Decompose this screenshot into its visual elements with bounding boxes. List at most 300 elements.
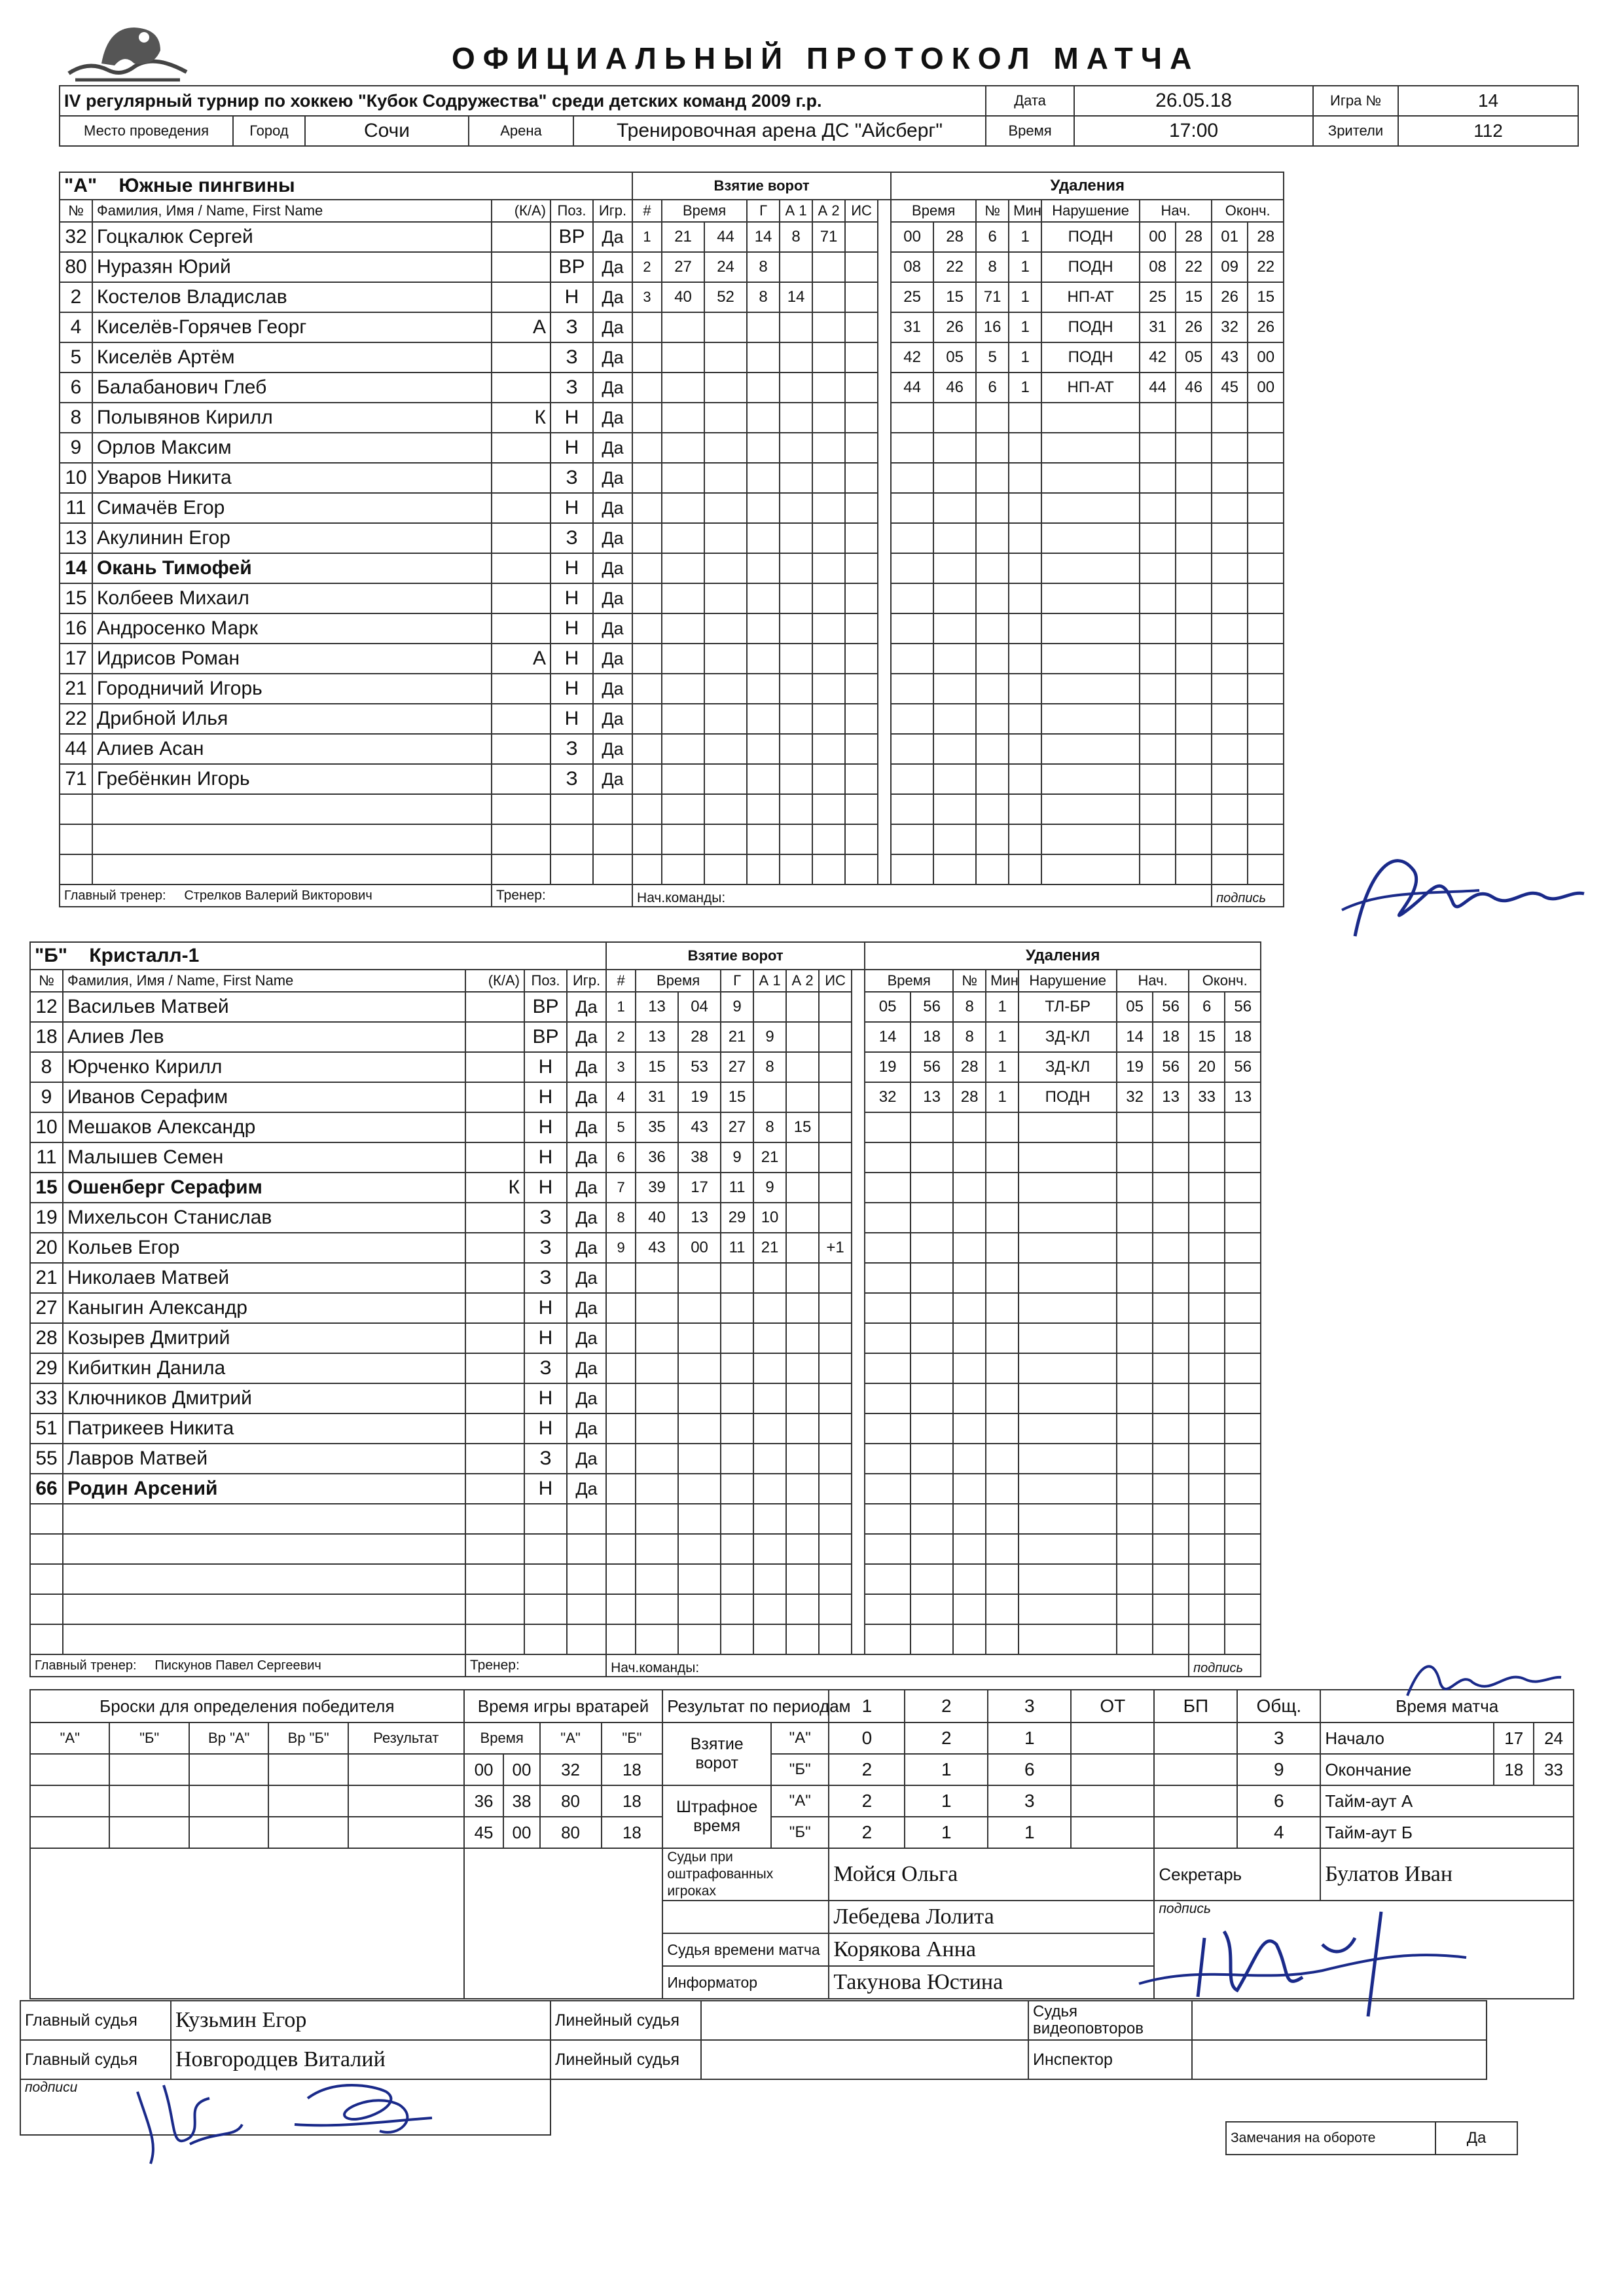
- penalty-end-min: [1189, 1263, 1225, 1293]
- goal-situation: [845, 523, 878, 553]
- penalty-end-min: [1212, 463, 1248, 493]
- penalty-player: [953, 1173, 986, 1203]
- goal-assist-1: [780, 433, 812, 463]
- goal-second: [678, 1594, 721, 1624]
- team-a-signature-label: подпись: [1212, 884, 1284, 907]
- penalty-end-min: [1189, 1474, 1225, 1504]
- penalty-minute: [865, 1474, 911, 1504]
- goal-assist-2: [786, 1323, 819, 1353]
- penalty-player: [976, 523, 1009, 553]
- goal-number: [632, 644, 662, 674]
- penalty-type: [1041, 764, 1140, 794]
- player-name: [63, 1504, 465, 1534]
- pim-a-bp: [1154, 1785, 1237, 1817]
- penalty-second: [933, 644, 976, 674]
- player-name: Орлов Максим: [92, 433, 492, 463]
- penalty-start-sec: 05: [1176, 342, 1212, 373]
- goal-assist-1: [753, 1353, 786, 1383]
- goal-situation: [845, 312, 878, 342]
- player-position: [550, 854, 593, 884]
- penalty-minute: 42: [891, 342, 933, 373]
- tournament-title: IV регулярный турнир по хоккею "Кубок Содружества" среди детских команд 2009 г.р.: [60, 86, 986, 116]
- goal-assist-2: [786, 1564, 819, 1594]
- penalty-start-min: [1140, 854, 1176, 884]
- player-number: 9: [60, 433, 92, 463]
- penalty-second: [933, 403, 976, 433]
- player-position: [524, 1564, 567, 1594]
- goal-minute: 36: [636, 1142, 678, 1173]
- goal-scorer: [747, 553, 780, 583]
- goal-situation: [819, 1444, 852, 1474]
- pim-b-ot: [1071, 1817, 1154, 1848]
- table-row: [60, 794, 1284, 824]
- player-played: [567, 1564, 606, 1594]
- penalty-end-min: 09: [1212, 252, 1248, 282]
- goal-situation: [819, 1112, 852, 1142]
- team-a-col-pen-start: Нач.: [1140, 200, 1212, 222]
- goal-situation: [819, 1474, 852, 1504]
- goals-a-bp: [1154, 1722, 1237, 1754]
- team-a-coach-label: Тренер:: [492, 884, 632, 907]
- player-captain-mark: [465, 1474, 524, 1504]
- table-row: [30, 1142, 1261, 1173]
- table-row: [30, 992, 1261, 1022]
- penalty-end-sec: 28: [1248, 222, 1284, 252]
- goal-assist-1: 9: [753, 1022, 786, 1052]
- penalty-start-sec: 28: [1176, 222, 1212, 252]
- penalty-end-min: [1212, 403, 1248, 433]
- table-row: [60, 553, 1284, 583]
- goal-assist-2: [786, 1263, 819, 1293]
- player-played: Да: [567, 1142, 606, 1173]
- player-name: [92, 824, 492, 854]
- goal-number: [632, 824, 662, 854]
- goal-scorer: [747, 342, 780, 373]
- player-captain-mark: [465, 1444, 524, 1474]
- player-played: Да: [593, 523, 632, 553]
- penalty-type: [1019, 1624, 1117, 1654]
- team-b-col-goal-num: #: [606, 970, 636, 992]
- penalty-end-sec: [1248, 704, 1284, 734]
- table-row: [30, 1052, 1261, 1082]
- penalty-end-min: [1212, 644, 1248, 674]
- player-captain-mark: [492, 583, 550, 613]
- player-number: 10: [60, 463, 92, 493]
- penalty-end-min: 20: [1189, 1052, 1225, 1082]
- player-number: [30, 1504, 63, 1534]
- goal-second: [678, 1564, 721, 1594]
- player-number: [30, 1534, 63, 1564]
- penalty-length: 1: [1009, 373, 1041, 403]
- penalty-type: [1041, 644, 1140, 674]
- penalty-end-sec: [1225, 1624, 1261, 1654]
- goalie-row-3-min: 45: [464, 1817, 504, 1848]
- penalty-start-sec: [1153, 1263, 1189, 1293]
- goal-assist-1: [753, 1564, 786, 1594]
- player-position: З: [550, 312, 593, 342]
- penalty-minute: [891, 493, 933, 523]
- goal-assist-2: [786, 1022, 819, 1052]
- player-position: [524, 1534, 567, 1564]
- player-name: Городничий Игорь: [92, 674, 492, 704]
- player-position: ВР: [550, 222, 593, 252]
- player-number: 33: [30, 1383, 63, 1413]
- goal-minute: [662, 403, 704, 433]
- penalty-minute: 44: [891, 373, 933, 403]
- penalty-start-min: 08: [1140, 252, 1176, 282]
- penalty-start-sec: [1176, 583, 1212, 613]
- penalty-start-min: [1140, 764, 1176, 794]
- player-position: Н: [524, 1173, 567, 1203]
- linesman-label-1: Линейный судья: [550, 2001, 701, 2040]
- goal-assist-2: [812, 433, 845, 463]
- player-position: Н: [524, 1413, 567, 1444]
- player-name: Кибиткин Данила: [63, 1353, 465, 1383]
- penalty-start-sec: [1176, 674, 1212, 704]
- goal-assist-1: 9: [753, 1173, 786, 1203]
- goal-situation: [819, 1594, 852, 1624]
- team-b-col-pen-min: Мин: [986, 970, 1019, 992]
- pim-a-p2: 1: [905, 1785, 988, 1817]
- team-a-col-pen-end: Оконч.: [1212, 200, 1284, 222]
- team-a-roster-table: [59, 172, 1284, 907]
- goalie-col-a: "А": [540, 1722, 602, 1754]
- player-played: Да: [567, 1233, 606, 1263]
- penalty-second: [933, 674, 976, 704]
- goal-situation: [819, 1413, 852, 1444]
- goal-second: [704, 824, 747, 854]
- player-played: Да: [567, 1293, 606, 1323]
- goal-second: 00: [678, 1233, 721, 1263]
- goal-minute: [662, 674, 704, 704]
- penalty-start-sec: [1153, 1474, 1189, 1504]
- goal-assist-2: [812, 824, 845, 854]
- goal-scorer: [721, 1564, 753, 1594]
- penalty-end-sec: [1225, 1383, 1261, 1413]
- penalty-player: 28: [953, 1052, 986, 1082]
- secretary-name: Булатов Иван: [1320, 1848, 1574, 1901]
- goal-assist-1: [780, 583, 812, 613]
- penalty-start-sec: [1176, 433, 1212, 463]
- penalty-start-sec: [1176, 704, 1212, 734]
- penalty-minute: [891, 433, 933, 463]
- player-number: 18: [30, 1022, 63, 1052]
- period-2-header: 2: [905, 1690, 988, 1722]
- penalty-second: [933, 794, 976, 824]
- penalty-type: [1041, 493, 1140, 523]
- player-played: Да: [567, 1444, 606, 1474]
- goal-minute: [662, 342, 704, 373]
- penalty-end-min: 15: [1189, 1022, 1225, 1052]
- player-played: Да: [593, 613, 632, 644]
- penalty-player: [976, 553, 1009, 583]
- player-captain-mark: [465, 1233, 524, 1263]
- player-captain-mark: [465, 1323, 524, 1353]
- penalty-start-sec: [1153, 1413, 1189, 1444]
- penalty-type: [1041, 794, 1140, 824]
- goalie-row-1-sec: 00: [503, 1754, 539, 1785]
- goal-minute: [662, 613, 704, 644]
- penalty-player: [953, 1323, 986, 1353]
- goal-second: [678, 1353, 721, 1383]
- penalty-type: ЗД-КЛ: [1019, 1052, 1117, 1082]
- player-played: Да: [593, 553, 632, 583]
- penalty-start-min: 44: [1140, 373, 1176, 403]
- table-row: [60, 312, 1284, 342]
- penalty-end-sec: [1225, 1564, 1261, 1594]
- player-position: Н: [550, 433, 593, 463]
- table-row: [60, 764, 1284, 794]
- penalty-second: 28: [933, 222, 976, 252]
- player-position: З: [550, 342, 593, 373]
- goal-minute: 21: [662, 222, 704, 252]
- goal-minute: [662, 373, 704, 403]
- penalty-length: [1009, 613, 1041, 644]
- player-captain-mark: А: [492, 644, 550, 674]
- team-b-col-ka: (К/А): [465, 970, 524, 992]
- goal-number: 2: [606, 1022, 636, 1052]
- goal-scorer: 8: [747, 282, 780, 312]
- goal-assist-1: [780, 312, 812, 342]
- goal-number: [632, 373, 662, 403]
- penalty-end-sec: [1225, 1444, 1261, 1474]
- penalty-minute: [865, 1564, 911, 1594]
- player-number: 51: [30, 1413, 63, 1444]
- goal-second: 43: [678, 1112, 721, 1142]
- penalty-minute: [865, 1142, 911, 1173]
- player-name: Идрисов Роман: [92, 644, 492, 674]
- team-b-col-pen-end: Оконч.: [1189, 970, 1261, 992]
- goal-scorer: [747, 824, 780, 854]
- player-name: Иванов Серафим: [63, 1082, 465, 1112]
- penalty-end-min: 26: [1212, 282, 1248, 312]
- penalty-minute: [865, 1413, 911, 1444]
- team-b-col-pen-type: Нарушение: [1019, 970, 1117, 992]
- penalty-end-min: [1189, 1353, 1225, 1383]
- timekeeper-name: Корякова Анна: [829, 1933, 1154, 1966]
- player-number: 15: [30, 1173, 63, 1203]
- penalty-end-sec: 22: [1248, 252, 1284, 282]
- penalty-minute: 00: [891, 222, 933, 252]
- goal-assist-2: [812, 644, 845, 674]
- player-played: Да: [593, 674, 632, 704]
- penalty-length: [986, 1413, 1019, 1444]
- goal-number: [632, 403, 662, 433]
- penalty-length: [986, 1233, 1019, 1263]
- penalty-player: [953, 1293, 986, 1323]
- penalty-length: [986, 1173, 1019, 1203]
- goal-number: 7: [606, 1173, 636, 1203]
- venue-label: Место проведения: [60, 116, 233, 146]
- player-captain-mark: [465, 1142, 524, 1173]
- penalty-start-sec: [1153, 1504, 1189, 1534]
- penalty-end-min: [1212, 794, 1248, 824]
- penalty-minute: [865, 1594, 911, 1624]
- penalty-start-min: [1117, 1534, 1153, 1564]
- goal-minute: [662, 493, 704, 523]
- penalty-start-min: [1117, 1624, 1153, 1654]
- penalty-length: [1009, 854, 1041, 884]
- penalty-second: [933, 433, 976, 463]
- penalty-end-sec: 18: [1225, 1022, 1261, 1052]
- goal-assist-2: [786, 1624, 819, 1654]
- penalty-end-min: 32: [1212, 312, 1248, 342]
- penalty-second: [911, 1504, 953, 1534]
- penalty-length: [986, 1474, 1019, 1504]
- player-name: Нуразян Юрий: [92, 252, 492, 282]
- penalty-start-sec: 56: [1153, 1052, 1189, 1082]
- pim-b-bp: [1154, 1817, 1237, 1848]
- team-b-head-coach-label: Главный тренер:: [35, 1658, 137, 1673]
- end-minute: 33: [1534, 1754, 1574, 1785]
- goals-a-total: 3: [1237, 1722, 1320, 1754]
- player-name: Симачёв Егор: [92, 493, 492, 523]
- penalty-length: 1: [1009, 342, 1041, 373]
- goal-situation: +1: [819, 1233, 852, 1263]
- player-position: Н: [524, 1323, 567, 1353]
- penalty-second: [911, 1353, 953, 1383]
- penalty-length: [1009, 463, 1041, 493]
- penalty-end-min: [1212, 523, 1248, 553]
- team-a-section: [59, 172, 1284, 907]
- player-name: Уваров Никита: [92, 463, 492, 493]
- penalty-end-min: [1189, 1203, 1225, 1233]
- penalty-end-min: [1212, 704, 1248, 734]
- goal-situation: [845, 613, 878, 644]
- penalty-type: [1019, 1173, 1117, 1203]
- penalty-minute: 31: [891, 312, 933, 342]
- penalty-start-sec: 56: [1153, 992, 1189, 1022]
- player-name: Малышев Семен: [63, 1142, 465, 1173]
- goal-minute: [662, 463, 704, 493]
- linesman-label-2: Линейный судья: [550, 2040, 701, 2079]
- goal-second: [704, 493, 747, 523]
- team-a-col-goal-num: #: [632, 200, 662, 222]
- team-b-col-name: Фамилия, Имя / Name, First Name: [63, 970, 465, 992]
- goal-number: [606, 1353, 636, 1383]
- goal-minute: [662, 794, 704, 824]
- shootout-col-a: "А": [30, 1722, 109, 1754]
- goal-scorer: [721, 1413, 753, 1444]
- penalty-player: [976, 433, 1009, 463]
- goalie-row-1-min: 00: [464, 1754, 504, 1785]
- penalty-player: 6: [976, 222, 1009, 252]
- player-name: [92, 794, 492, 824]
- penalty-minute: [865, 1293, 911, 1323]
- penalty-second: [911, 1203, 953, 1233]
- goal-scorer: [747, 854, 780, 884]
- player-name: Дрибной Илья: [92, 704, 492, 734]
- goal-second: [704, 463, 747, 493]
- player-name: Родин Арсений: [63, 1474, 465, 1504]
- team-b-section: [29, 941, 1261, 1677]
- penalty-end-min: [1189, 1233, 1225, 1263]
- goal-minute: 43: [636, 1233, 678, 1263]
- team-a-penalties-title: Удаления: [891, 172, 1284, 200]
- penalty-player: [953, 1444, 986, 1474]
- penalty-type: [1019, 1474, 1117, 1504]
- goal-scorer: 15: [721, 1082, 753, 1112]
- player-position: Н: [550, 493, 593, 523]
- goal-assist-1: 8: [780, 222, 812, 252]
- team-b-chief-signature: [1394, 1650, 1564, 1709]
- penalty-player: [976, 794, 1009, 824]
- player-position: З: [550, 764, 593, 794]
- penalty-second: [933, 764, 976, 794]
- table-row: [30, 1203, 1261, 1233]
- player-position: З: [524, 1203, 567, 1233]
- penalty-type: ПОДН: [1041, 222, 1140, 252]
- goal-assist-1: [780, 553, 812, 583]
- penalty-end-sec: [1225, 1323, 1261, 1353]
- player-position: Н: [524, 1474, 567, 1504]
- penalty-start-sec: [1176, 403, 1212, 433]
- penalty-start-sec: 13: [1153, 1082, 1189, 1112]
- player-name: Кольев Егор: [63, 1233, 465, 1263]
- player-position: Н: [524, 1383, 567, 1413]
- player-number: [60, 794, 92, 824]
- table-row: [30, 1624, 1261, 1654]
- table-row: [60, 373, 1284, 403]
- goal-assist-2: [786, 992, 819, 1022]
- goal-assist-2: 71: [812, 222, 845, 252]
- penalty-start-min: [1117, 1413, 1153, 1444]
- penalty-length: [1009, 734, 1041, 764]
- player-number: 13: [60, 523, 92, 553]
- goal-assist-2: [786, 1142, 819, 1173]
- penalty-start-min: [1117, 1263, 1153, 1293]
- player-captain-mark: [492, 493, 550, 523]
- penalty-start-min: [1117, 1564, 1153, 1594]
- penalty-end-sec: [1248, 644, 1284, 674]
- arena-label: Арена: [469, 116, 573, 146]
- player-played: Да: [567, 1323, 606, 1353]
- penalty-minute: [891, 463, 933, 493]
- goals-team-a-label: "А": [771, 1722, 829, 1754]
- penalty-start-min: [1140, 583, 1176, 613]
- penalty-judge-1: Мойся Ольга: [829, 1848, 1154, 1901]
- player-position: [550, 794, 593, 824]
- shootout-title: Броски для определения победителя: [30, 1690, 464, 1722]
- penalty-end-sec: [1225, 1594, 1261, 1624]
- goal-second: [704, 613, 747, 644]
- team-a-col-pen-time: Время: [891, 200, 976, 222]
- penalty-type: ПОДН: [1041, 342, 1140, 373]
- player-name: Алиев Лев: [63, 1022, 465, 1052]
- penalty-start-sec: [1153, 1444, 1189, 1474]
- penalty-start-min: [1140, 613, 1176, 644]
- pim-b-p2: 1: [905, 1817, 988, 1848]
- goal-assist-2: [812, 463, 845, 493]
- period-ot-header: ОТ: [1071, 1690, 1154, 1722]
- penalty-player: 8: [953, 1022, 986, 1052]
- goal-situation: [819, 1323, 852, 1353]
- player-captain-mark: [465, 1353, 524, 1383]
- referee-signatures-label: подписи: [20, 2079, 550, 2135]
- goal-assist-2: [812, 583, 845, 613]
- penalty-start-min: 42: [1140, 342, 1176, 373]
- goal-second: [704, 734, 747, 764]
- team-a-goals-title: Взятие ворот: [632, 172, 891, 200]
- team-a-col-g_a1: А 1: [780, 200, 812, 222]
- player-played: Да: [567, 1203, 606, 1233]
- goal-situation: [845, 854, 878, 884]
- penalty-minute: 08: [891, 252, 933, 282]
- penalty-type: [1041, 583, 1140, 613]
- goal-minute: [636, 1564, 678, 1594]
- team-b-col-g_g: Г: [721, 970, 753, 992]
- team-a-col-name: Фамилия, Имя / Name, First Name: [92, 200, 492, 222]
